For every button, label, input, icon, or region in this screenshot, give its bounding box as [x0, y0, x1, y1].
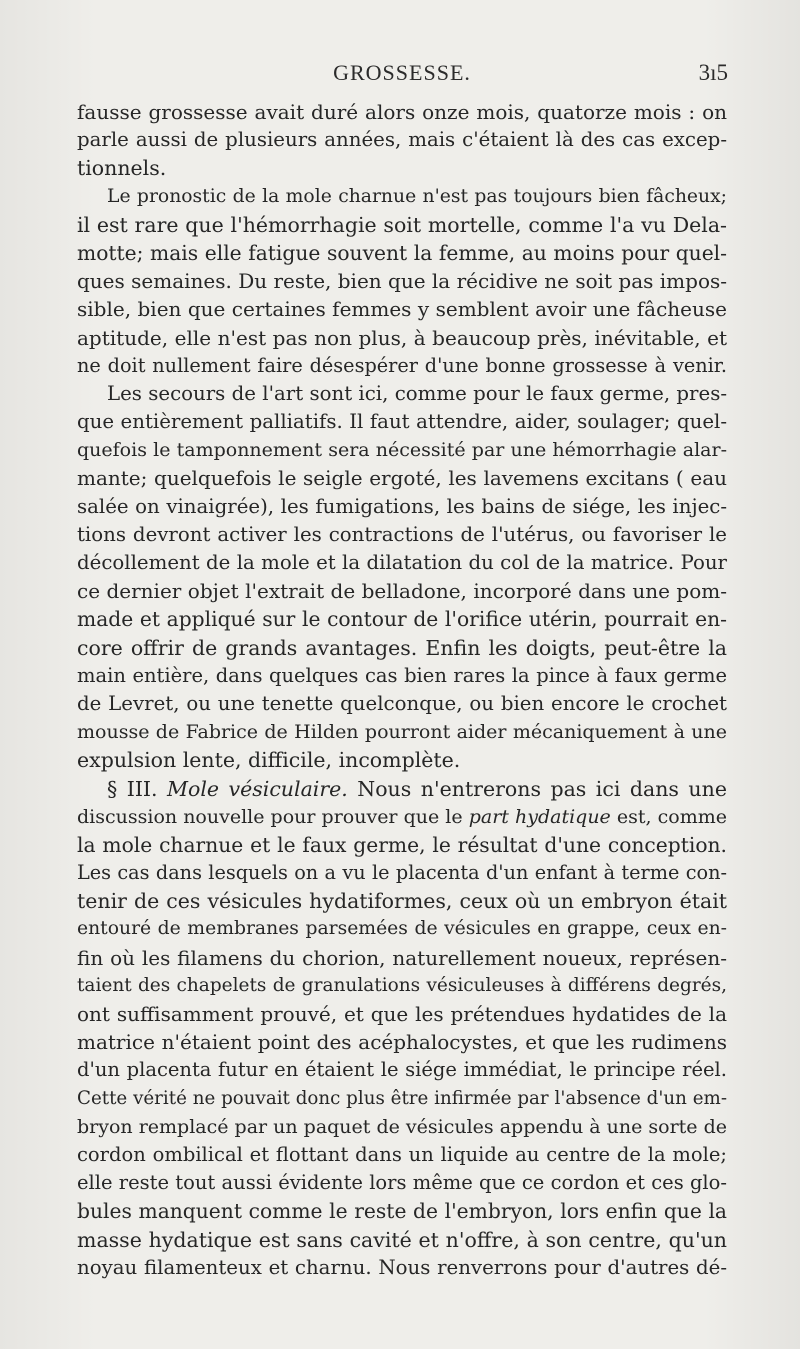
text-line: entouré de membranes parsemées de vésicules en grappe, ceux en- — [77, 918, 727, 940]
text-line: noyau filamenteux et charnu. Nous renverrons pour d'autres dé- — [77, 1255, 727, 1279]
text-line: matrice n'étaient point des acéphalocystes, et que les rudimens — [77, 1030, 727, 1055]
text-line: masse hydatique est sans cavité et n'offre, à son centre, qu'un — [77, 1227, 727, 1252]
text-line — [77, 803, 727, 831]
text-line: core offrir de grands avantages. Enfin les doigts, peut-être la — [77, 635, 727, 660]
section-mark: § III. — [107, 776, 158, 801]
text-line: taient des chapelets de granulations vésiculeuses à différens degrés, — [77, 974, 727, 996]
text-line: que entièrement palliatifs. Il faut attendre, aider, soulager; quel- — [77, 410, 727, 434]
line-text: discussion nouvelle pour prouver que le — [77, 805, 463, 828]
text-line: Cette vérité ne pouvait donc plus être infirmée par l'absence d'un em- — [77, 1087, 727, 1109]
text-line: parle aussi de plusieurs années, mais c'étaient là des cas excep- — [77, 128, 727, 152]
text-line: ce dernier objet l'extrait de belladone, incorporé dans une pom- — [77, 579, 727, 604]
text-line: tions devront activer les contractions de l'utérus, ou favoriser le — [77, 522, 727, 546]
text-line: de Levret, ou une tenette quelconque, ou bien encore le crochet — [77, 691, 727, 715]
text-line: décollement de la mole et la dilatation du col de la matrice. Pour — [77, 551, 727, 574]
text-line: Les cas dans lesquels on a vu le placenta d'un enfant à terme con- — [77, 861, 727, 885]
section-title: Mole vésiculaire. — [167, 776, 348, 801]
text-line: bryon remplacé par un paquet de vésicules appendu à une sorte de — [77, 1115, 727, 1138]
page-number: 3ı5 — [698, 60, 728, 85]
paragraph-start-line: Le pronostic de la mole charnue n'est pas toujours bien fâcheux; — [107, 185, 727, 207]
text-line: bules manquent comme le reste de l'embryon, lors enfin que la — [77, 1199, 727, 1224]
text-line: fausse grossesse avait duré alors onze mois, quatorze mois : on — [77, 100, 727, 124]
text-line: made et appliqué sur le contour de l'orifice utérin, pourrait en- — [77, 607, 727, 632]
text-line: tionnels. — [77, 156, 167, 181]
text-line: ne doit nullement faire désespérer d'une bonne grossesse à venir. — [77, 353, 727, 377]
text-line: sible, bien que certaines femmes y semblent avoir une fâcheuse — [77, 297, 727, 322]
italic-term: part hydatique — [468, 805, 611, 828]
section-first-line-text: Nous n'entrerons pas ici dans une — [357, 776, 727, 801]
page-header — [76, 60, 728, 90]
section-heading-line — [77, 775, 727, 803]
text-line: expulsion lente, difficile, incomplète. — [77, 748, 461, 773]
text-line: d'un placenta futur en étaient le siége immédiat, le principe réel. — [77, 1058, 727, 1082]
running-head: GROSSESSE. — [333, 60, 471, 85]
text-line: motte; mais elle fatigue souvent la femme, au moins pour quel- — [77, 240, 727, 265]
text-line: ont suffisamment prouvé, et que les prétendues hydatides de la — [77, 1002, 727, 1026]
text-line: aptitude, elle n'est pas non plus, à beaucoup près, inévitable, et — [77, 325, 727, 350]
text-line: mousse de Fabrice de Hilden pourront aider mécaniquement à une — [77, 721, 727, 744]
text-line: salée on vinaigrée), les fumigations, les bains de siége, les injec- — [77, 494, 727, 518]
text-line: tenir de ces vésicules hydatiformes, ceux où un embryon était — [77, 889, 727, 914]
body-text — [77, 98, 727, 1282]
line-text: est, comme — [616, 805, 727, 828]
text-line: cordon ombilical et flottant dans un liquide au centre de la mole; — [77, 1142, 727, 1166]
text-line: elle reste tout aussi évidente lors même que ce cordon et ces glo- — [77, 1171, 727, 1195]
text-line: ques semaines. Du reste, bien que la récidive ne soit pas impos- — [77, 269, 727, 294]
text-line: fin où les filamens du chorion, naturellement noueux, représen- — [77, 945, 727, 970]
paragraph-start-line: Les secours de l'art sont ici, comme pour le faux germe, pres- — [107, 381, 727, 405]
text-line: main entière, dans quelques cas bien rares la pince à faux germe — [77, 663, 727, 687]
text-line: mante; quelquefois le seigle ergoté, les lavemens excitans ( eau — [77, 466, 727, 491]
text-line: quefois le tamponnement sera nécessité par une hémorrhagie alar- — [77, 439, 727, 462]
text-line: la mole charnue et le faux germe, le résultat d'une conception. — [77, 832, 727, 857]
text-line: il est rare que l'hémorrhagie soit mortelle, comme l'a vu Dela- — [77, 212, 727, 237]
